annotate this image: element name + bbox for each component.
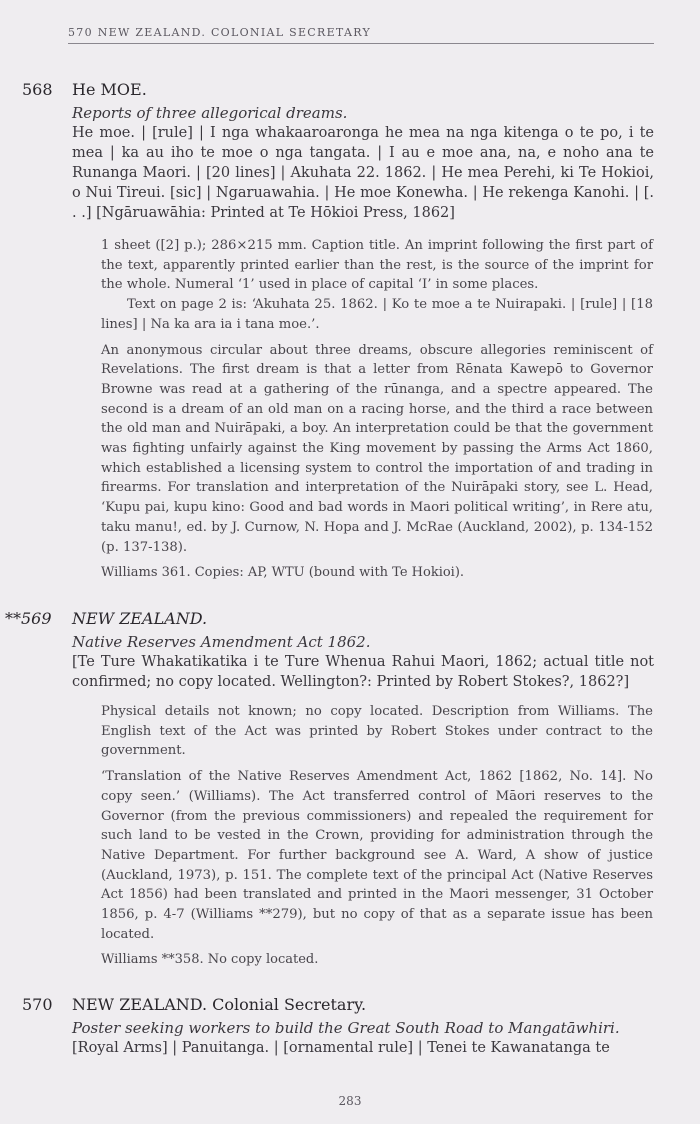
entry-subtitle: Reports of three allegorical dreams. [72, 104, 348, 122]
entry-transcription: [Royal Arms] | Panuitanga. | [ornamental rule] | Tenei te Kawanatanga te [72, 1040, 610, 1056]
entry-number: 570 [22, 995, 53, 1014]
entry-569-notes [101, 702, 653, 969]
entry-number: **569 [5, 609, 52, 628]
entry-heading: NEW ZEALAND. [72, 609, 208, 628]
entry-heading: He MOE. [72, 80, 147, 99]
page2-text: Text on page 2 is: ‘Akuhata 25. 1862. | Ko te moe a te Nuirapaki. | [rule] | [18 lines] | Na ka ara ia i tana moe.’. [101, 297, 653, 332]
physical-description: 1 sheet ([2] p.); 286×215 mm. Caption title. An imprint following the first part of the text, apparently printed earlier than the rest, is the source of the imprint for the whole. Numeral ‘1’ used in place of capital ‘I’ in some places. [101, 238, 653, 293]
entry-569-body [72, 632, 654, 692]
entry-568-body [72, 103, 654, 223]
commentary: An anonymous circular about three dreams, obscure allegories reminiscent of Revelations. The first dream is that a letter from Rēnata Kawepō to Governor Browne was read at a gathering of the rūnanga, and a spectre appeared. The second is a dream of an old man on a racing horse, and the third a race between the old man and Nuirāpaki, a boy. An interpretation could be that the government was fighting unfairly against the King movement by passing the Arms Act 1860, which established a licensing system to control the importation of and trading in firearms. For translation and interpretation of the Nuirāpaki story, see L. Head, ‘Kupu pai, kupu kino: Good and bad words in Maori political writing’, in Rere atu, taku manu!, ed. by J. Curnow, N. Hopa and J. McRae (Auckland, 2002), p. 134-152 (p. 137-138). [101, 342, 653, 555]
entry-570-body [72, 1018, 654, 1058]
reference-line: Williams **358. No copy located. [101, 952, 319, 968]
entry-number: 568 [22, 80, 53, 99]
physical-description: Physical details not known; no copy located. Description from Williams. The English text of the Act was printed by Robert Stokes under contract to the government. [101, 704, 653, 759]
running-head: 570 NEW ZEALAND. COLONIAL SECRETARY [68, 26, 654, 44]
entry-heading: NEW ZEALAND. Colonial Secretary. [72, 995, 367, 1014]
entry-transcription: [Te Ture Whakatikatika i te Ture Whenua Rahui Maori, 1862; actual title not confirmed; no copy located. Wellington?: Printed by Robert Stokes?, 1862?] [72, 654, 654, 690]
commentary: ‘Translation of the Native Reserves Amendment Act, 1862 [1862, No. 14]. No copy seen.’ (Williams). The Act transferred control of Māori reserves to the Governor (from the previous commissioners) and repealed the requirement for such land to be vested in the Crown, providing for administration through the Native Department. For further background see A. Ward, A show of justice (Auckland, 1973), p. 151. The complete text of the principal Act (Native Reserves Act 1856) had been translated and printed in the Maori messenger, 31 October 1856, p. 4-7 (Williams **279), but no copy of that as a separate issue has been located. [101, 769, 653, 942]
entry-subtitle: Poster seeking workers to build the Great South Road to Mangatāwhiri. [72, 1019, 620, 1037]
page-number: 283 [338, 1094, 362, 1108]
entry-subtitle: Native Reserves Amendment Act 1862. [72, 633, 371, 651]
entry-568-notes [101, 236, 653, 582]
reference-line: Williams 361. Copies: AP, WTU (bound with Te Hokioi). [101, 565, 465, 581]
entry-transcription: He moe. | [rule] | I nga whakaaroaronga he mea na nga kitenga o te po, i te mea | ka au iho te moe o nga tangata. | I au e moe ana, na, e noho ana te Runanga Maori. | [20 lines] | Akuhata 22. 1862. | He mea Perehi, ki Te Hokioi, o Nui Tireui. [sic] | Ngaruawahia. | He moe Konewha. | He rekenga Kanohi. | [. . .] [Ngāruawāhia: Printed at Te Hōkioi Press, 1862] [72, 125, 654, 221]
